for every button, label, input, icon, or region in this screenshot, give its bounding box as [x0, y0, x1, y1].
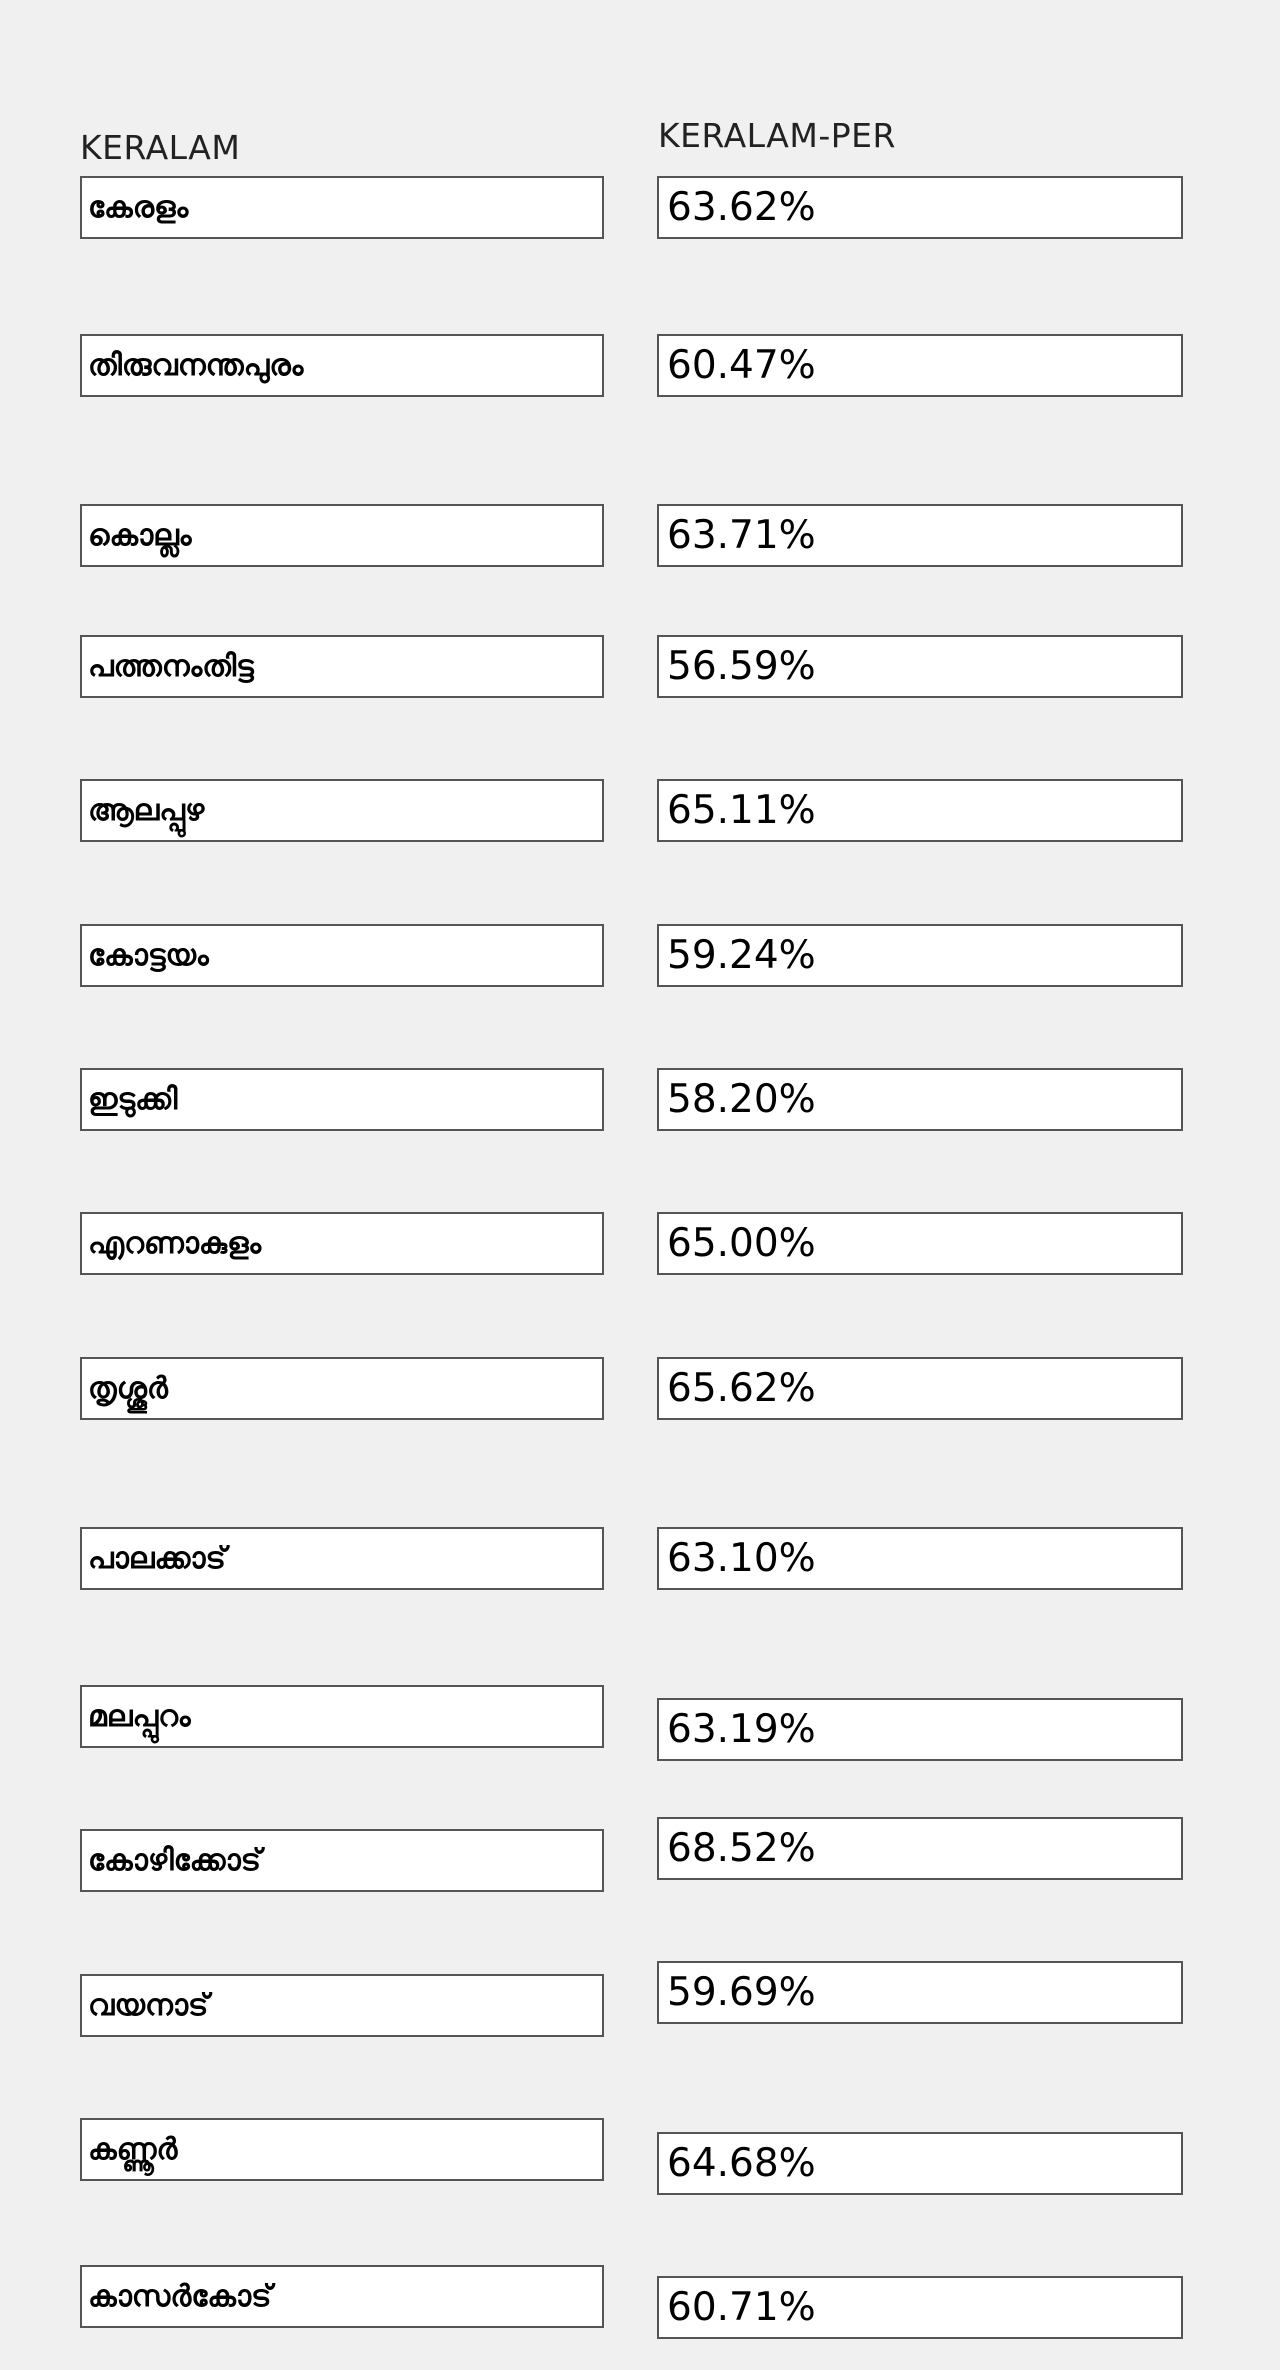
- district-name-field[interactable]: കോഴിക്കോട്: [80, 1829, 604, 1892]
- district-percent-field[interactable]: 65.62%: [657, 1357, 1183, 1420]
- district-percent-field[interactable]: 63.19%: [657, 1698, 1183, 1761]
- district-percent-field[interactable]: 65.11%: [657, 779, 1183, 842]
- district-name-field[interactable]: ഇടുക്കി: [80, 1068, 604, 1131]
- district-percent-field[interactable]: 59.69%: [657, 1961, 1183, 2024]
- district-percent-field[interactable]: 63.71%: [657, 504, 1183, 567]
- district-name-field[interactable]: തൃശ്ശൂർ: [80, 1357, 604, 1420]
- district-name-field[interactable]: പത്തനംതിട്ട: [80, 635, 604, 698]
- district-name-field[interactable]: തിരുവനന്തപുരം: [80, 334, 604, 397]
- district-name-field[interactable]: പാലക്കാട്: [80, 1527, 604, 1590]
- keralam-per-column-header: KERALAM-PER: [658, 116, 896, 155]
- district-name-field[interactable]: വയനാട്: [80, 1974, 604, 2037]
- district-name-field[interactable]: ആലപ്പുഴ: [80, 779, 604, 842]
- district-percent-field[interactable]: 60.71%: [657, 2276, 1183, 2339]
- district-percent-field[interactable]: 56.59%: [657, 635, 1183, 698]
- district-percent-field[interactable]: 65.00%: [657, 1212, 1183, 1275]
- district-name-field[interactable]: കേരളം: [80, 176, 604, 239]
- district-name-field[interactable]: എറണാകുളം: [80, 1212, 604, 1275]
- district-percent-field[interactable]: 64.68%: [657, 2132, 1183, 2195]
- district-percent-field[interactable]: 63.10%: [657, 1527, 1183, 1590]
- district-name-field[interactable]: മലപ്പുറം: [80, 1685, 604, 1748]
- district-percent-field[interactable]: 68.52%: [657, 1817, 1183, 1880]
- district-percent-field[interactable]: 63.62%: [657, 176, 1183, 239]
- district-name-field[interactable]: കാസർകോട്: [80, 2265, 604, 2328]
- district-percent-field[interactable]: 60.47%: [657, 334, 1183, 397]
- keralam-column-header: KERALAM: [80, 128, 241, 167]
- district-percent-field[interactable]: 59.24%: [657, 924, 1183, 987]
- district-name-field[interactable]: കണ്ണൂർ: [80, 2118, 604, 2181]
- district-name-field[interactable]: കൊല്ലം: [80, 504, 604, 567]
- district-name-field[interactable]: കോട്ടയം: [80, 924, 604, 987]
- district-percent-field[interactable]: 58.20%: [657, 1068, 1183, 1131]
